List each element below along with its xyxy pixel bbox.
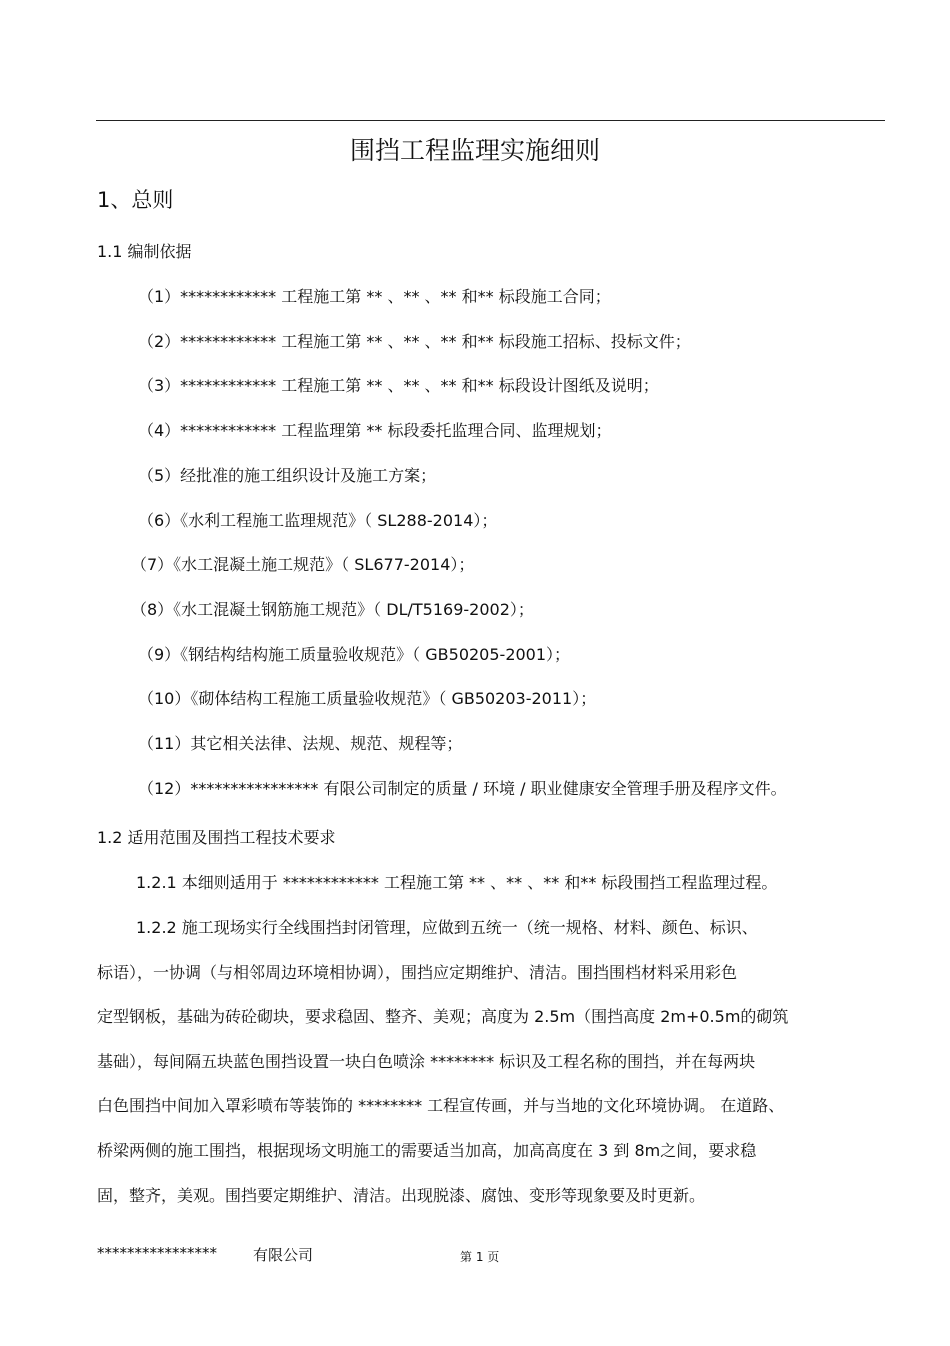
paragraph-1-2-2-line: 标语），一协调（与相邻周边环境相协调），围挡应定期维护、清洁。围挡围档材料采用彩色 — [97, 963, 738, 982]
basis-item-8: （8）《水工混凝土钢筋施工规范》（ DL/T5169-2002）； — [131, 600, 534, 619]
basis-item-9: （9）《钢结构结构施工质量验收规范》（ GB50205-2001）； — [138, 645, 571, 664]
basis-item-2: （2）************ 工程施工第 ** 、** 、** 和** 标段施工招标、投标文件； — [138, 332, 691, 351]
header-rule — [96, 120, 885, 121]
paragraph-1-2-2-line: 固，整齐，美观。围挡要定期维护、清洁。出现脱漆、腐蚀、变形等现象要及时更新。 — [97, 1186, 706, 1205]
basis-item-1: （1）************ 工程施工第 ** 、** 、** 和** 标段施工合同； — [138, 287, 611, 306]
subsection-heading-scope: 1.2 适用范围及围挡工程技术要求 — [97, 828, 336, 847]
paragraph-1-2-2-line: 定型钢板，基础为砖砼砌块，要求稳固、整齐、美观；高度为 2.5m（围挡高度 2m+0.5m的砌筑 — [97, 1007, 789, 1026]
page-number: 第 1 页 — [460, 1250, 500, 1264]
basis-item-10: （10）《砌体结构工程施工质量验收规范》（ GB50203-2011）； — [138, 689, 597, 708]
paragraph-1-2-2-line: 白色围挡中间加入罩彩喷布等装饰的 ******** 工程宣传画，并与当地的文化环境协调。 在道路、 — [97, 1096, 785, 1115]
document-title: 围挡工程监理实施细则 — [349, 136, 600, 165]
paragraph-1-2-1: 1.2.1 本细则适用于 ************ 工程施工第 ** 、** 、** 和** 标段围挡工程监理过程。 — [136, 873, 778, 892]
basis-item-6: （6）《水利工程施工监理规范》（ SL288-2014）； — [138, 511, 498, 530]
paragraph-1-2-2-line: 1.2.2 施工现场实行全线围挡封闭管理，应做到五统一（统一规格、材料、颜色、标识、 — [136, 918, 758, 937]
paragraph-1-2-2-line: 桥梁两侧的施工围挡，根据现场文明施工的需要适当加高，加高高度在 3 到 8m之间，要求稳 — [97, 1141, 757, 1160]
basis-item-3: （3）************ 工程施工第 ** 、** 、** 和** 标段设计图纸及说明； — [138, 376, 659, 395]
basis-item-7: （7）《水工混凝土施工规范》（ SL677-2014）； — [131, 555, 475, 574]
footer-company-suffix: 有限公司 — [253, 1246, 314, 1264]
subsection-heading-basis: 1.1 编制依据 — [97, 242, 192, 261]
footer-company-mask: **************** — [97, 1244, 217, 1262]
basis-item-12: （12）**************** 有限公司制定的质量 / 环境 / 职业健康安全管理手册及程序文件。 — [138, 779, 787, 798]
paragraph-1-2-2-line: 基础），每间隔五块蓝色围挡设置一块白色喷涂 ******** 标识及工程名称的围挡，并在每两块 — [97, 1052, 756, 1071]
basis-item-4: （4）************ 工程监理第 ** 标段委托监理合同、监理规划； — [138, 421, 612, 440]
basis-item-11: （11）其它相关法律、法规、规范、规程等； — [138, 734, 463, 753]
basis-item-5: （5）经批准的施工组织设计及施工方案； — [138, 466, 437, 485]
section-heading-general: 1、总则 — [97, 188, 174, 212]
